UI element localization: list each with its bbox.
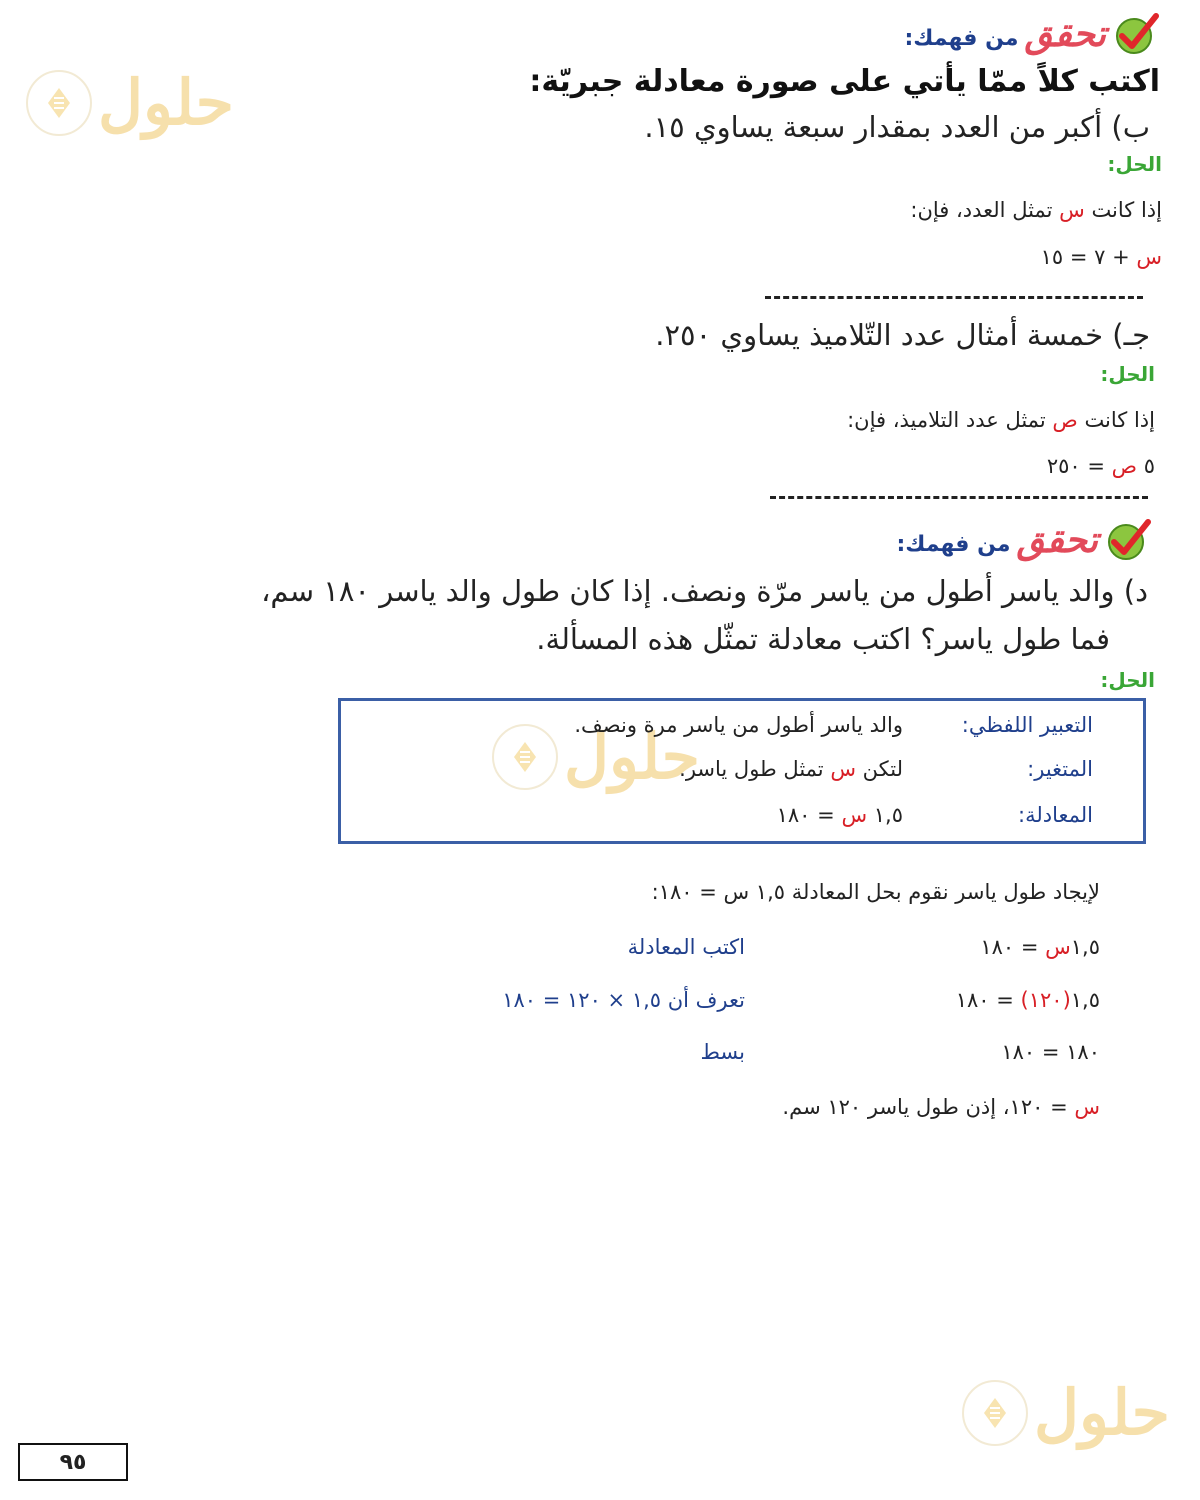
solution-label-d: الحل: [1100, 668, 1155, 692]
problem-d-line1: د) والد ياسر أطول من ياسر مرّة ونصف. إذا كان طول والد ياسر ١٨٠ سم، [261, 574, 1148, 608]
watermark-emblem-icon [26, 70, 92, 136]
equation-rest: + ٧ = ١٥ [1040, 245, 1130, 269]
variable-s: س [841, 803, 868, 827]
box-val-verbal: والد ياسر أطول من ياسر مرة ونصف. [574, 713, 903, 737]
box-val-equation [777, 803, 903, 827]
solution-c-line1 [847, 408, 1155, 432]
equation-c [1047, 454, 1155, 478]
dashed-divider [770, 496, 1148, 499]
text-segment: لتكن [862, 757, 903, 781]
check-heading-main: تحقق [1016, 519, 1098, 561]
step-part: ١٨٠ = ١٨٠ [1001, 1040, 1100, 1064]
box-val-variable [679, 757, 903, 781]
watermark-text: حلول [1034, 1376, 1170, 1449]
text-segment: تمثل عدد التلاميذ، فإن: [847, 408, 1046, 432]
variable-p: ص [1052, 408, 1078, 432]
green-check-icon [1104, 516, 1152, 564]
step-part: ١,٥ [1070, 988, 1100, 1012]
problem-b: ب) أكبر من العدد بمقدار سبعة يساوي ١٥. [644, 110, 1150, 144]
text-segment: إذا كانت [1084, 408, 1155, 432]
equation-rest: = ١٨٠ [776, 803, 835, 827]
variable-s: س [1074, 1095, 1100, 1119]
problem-c: جـ) خمسة أمثال عدد التّلاميذ يساوي ٢٥٠. [655, 318, 1150, 352]
green-check-icon [1112, 10, 1160, 58]
problem-d-line2: فما طول ياسر؟ اكتب معادلة تمثّل هذه المسألة. [536, 622, 1110, 656]
variable-s: س [1136, 245, 1162, 269]
equation-b [1041, 245, 1162, 269]
variable-p: ص [1111, 454, 1138, 478]
box-key-variable: المتغير: [1027, 757, 1093, 781]
check-heading-main: تحقق [1024, 13, 1106, 55]
watermark-logo-top [26, 66, 234, 139]
step-part: ١,٥ [1070, 935, 1100, 959]
watermark-logo-bottom [962, 1376, 1170, 1449]
step-red-part: س [1045, 935, 1071, 959]
step-part: = ١٨٠ [955, 988, 1014, 1012]
variable-s: س [830, 757, 856, 781]
check-heading-sub: من فهمك: [896, 531, 1011, 557]
box-key-verbal: التعبير اللفظي: [961, 713, 1093, 737]
watermark-emblem-icon [962, 1380, 1028, 1446]
step-red-part: (١٢٠) [1020, 988, 1071, 1012]
page-number: ٩٥ [18, 1443, 128, 1481]
solution-b-line1 [910, 198, 1162, 222]
step-1-note: اكتب المعادلة [627, 935, 745, 959]
step-2-note: تعرف أن ١,٥ × ١٢٠ = ١٨٠ [502, 988, 745, 1012]
conclusion [782, 1095, 1100, 1119]
check-heading-sub: من فهمك: [904, 25, 1019, 51]
conclusion-text: = ١٢٠، إذن طول ياسر ١٢٠ سم. [782, 1095, 1068, 1119]
step-1-equation [980, 935, 1100, 959]
step-3-equation [1001, 1040, 1100, 1064]
check-understanding-header-2 [896, 514, 1152, 566]
watermark-text: حلول [98, 66, 234, 139]
solution-label-c: الحل: [1100, 362, 1155, 386]
coefficient: ٥ [1143, 454, 1155, 478]
equation-rest: = ٢٥٠ [1046, 454, 1105, 478]
step-2-equation [956, 988, 1100, 1012]
step-part: = ١٨٠ [980, 935, 1039, 959]
solution-summary-box [338, 698, 1146, 844]
dashed-divider [765, 296, 1143, 299]
watermark-text: حلول [564, 720, 700, 793]
text-segment: إذا كانت [1091, 198, 1162, 222]
check-understanding-header-1 [904, 8, 1160, 60]
solve-intro: لإيجاد طول ياسر نقوم بحل المعادلة ١,٥ س = ١٨٠: [651, 880, 1100, 904]
variable-s: س [1059, 198, 1085, 222]
text-segment: تمثل طول ياسر. [679, 757, 824, 781]
coefficient: ١,٥ [873, 803, 903, 827]
text-segment: تمثل العدد، فإن: [910, 198, 1053, 222]
step-3-note: بسط [700, 1040, 745, 1064]
instruction-heading: اكتب كلاً ممّا يأتي على صورة معادلة جبريّة: [529, 64, 1160, 99]
solution-label-b: الحل: [1107, 152, 1162, 176]
box-key-equation: المعادلة: [1018, 803, 1093, 827]
